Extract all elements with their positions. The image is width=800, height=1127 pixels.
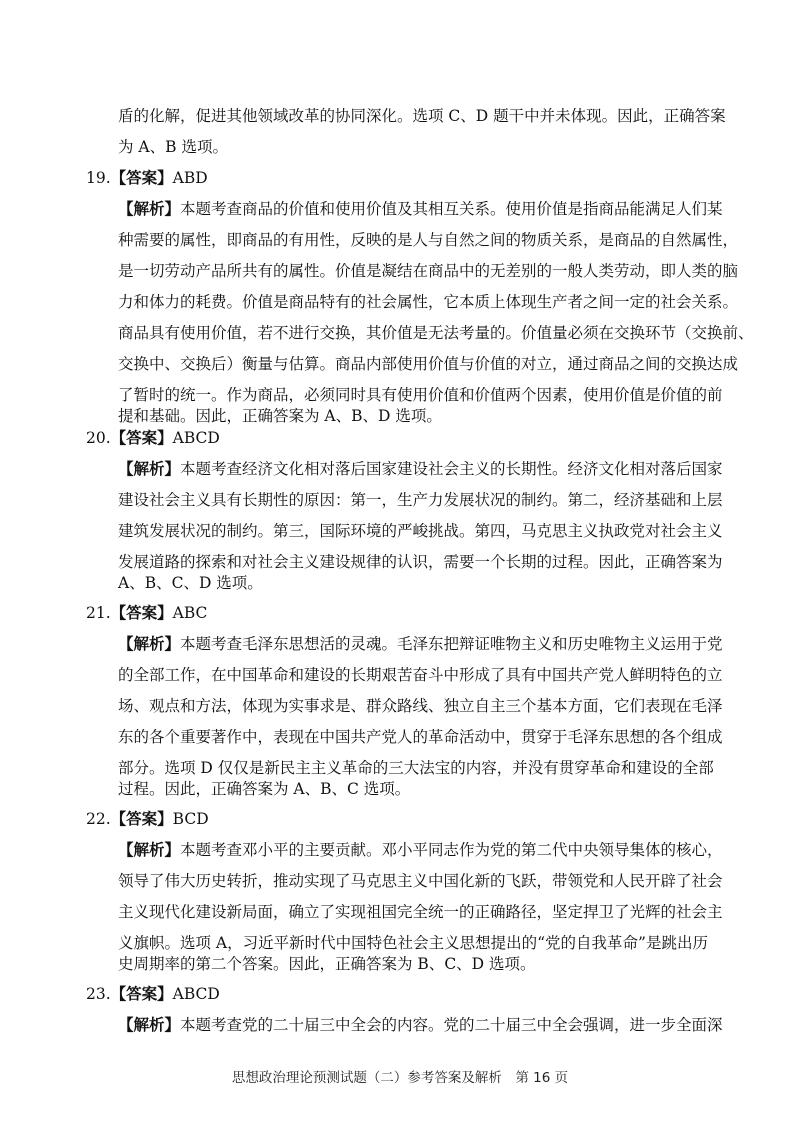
answer-value: ABCD bbox=[172, 429, 220, 447]
analysis-text: 本题考查经济文化相对落后国家建设社会主义的长期性。经济文化相对落后国家 bbox=[180, 460, 723, 478]
analysis-label: 【解析】 bbox=[118, 840, 181, 859]
analysis-line: 过程。因此，正确答案为 A、B、C 选项。 bbox=[118, 780, 411, 798]
question-19-analysis-line bbox=[118, 199, 723, 219]
analysis-line: 力和体力的耗费。价值是商品特有的社会属性，它本质上体现生产者之间一定的社会关系。 bbox=[118, 293, 739, 311]
analysis-line: 提和基础。因此，正确答案为 A、B、D 选项。 bbox=[118, 407, 442, 425]
answer-value: ABCD bbox=[172, 985, 220, 1003]
analysis-line: 义旗帜。选项 A，习近平新时代中国特色社会主义思想提出的“党的自我革命”是跳出历 bbox=[118, 934, 708, 952]
analysis-line: 发展道路的探索和对社会主义建设规律的认识，需要一个长期的过程。因此，正确答案为 bbox=[118, 553, 723, 571]
question-21-answer-row bbox=[86, 603, 207, 623]
analysis-text: 本题考查邓小平的主要贡献。邓小平同志作为党的第二代中央领导集体的核心， bbox=[180, 841, 723, 859]
analysis-line: 场、观点和方法，体现为实事求是、群众路线、独立自主三个基本方面，它们表现在毛泽 bbox=[118, 697, 723, 715]
answer-value: ABD bbox=[172, 169, 208, 187]
question-number: 23. bbox=[86, 985, 111, 1003]
analysis-label: 【解析】 bbox=[118, 634, 181, 653]
analysis-line: 商品具有使用价值，若不进行交换，其价值是无法考量的。价值量必须在交换环节（交换前、 bbox=[118, 324, 754, 342]
answer-label: 【答案】 bbox=[110, 984, 173, 1003]
analysis-label: 【解析】 bbox=[118, 459, 181, 478]
intro-line: 盾的化解，促进其他领域改革的协同深化。选项 C、D 题干中并未体现。因此，正确答案 bbox=[118, 107, 726, 125]
page-footer: 思想政治理论预测试题（二）参考答案及解析 第 16 页 bbox=[231, 1070, 569, 1086]
question-20-analysis-line bbox=[118, 459, 723, 479]
question-number: 19. bbox=[86, 169, 111, 187]
analysis-line: 种需要的属性，即商品的有用性，反映的是人与自然之间的物质关系，是商品的自然属性， bbox=[118, 231, 739, 249]
analysis-label: 【解析】 bbox=[118, 199, 181, 218]
answer-label: 【答案】 bbox=[110, 603, 173, 622]
answer-label: 【答案】 bbox=[110, 809, 173, 828]
intro-line: 为 A、B 选项。 bbox=[118, 138, 228, 156]
question-23-answer-row bbox=[86, 984, 220, 1004]
analysis-line: 是一切劳动产品所共有的属性。价值是凝结在商品中的无差别的一般人类劳动，即人类的脑 bbox=[118, 262, 739, 280]
analysis-text: 本题考查商品的价值和使用价值及其相互关系。使用价值是指商品能满足人们某 bbox=[180, 200, 723, 218]
question-number: 22. bbox=[86, 810, 111, 828]
analysis-line: 史周期率的第二个答案。因此，正确答案为 B、C、D 选项。 bbox=[118, 955, 536, 973]
answer-label: 【答案】 bbox=[110, 428, 173, 447]
analysis-text: 本题考查党的二十届三中全会的内容。党的二十届三中全会强调，进一步全面深 bbox=[180, 1016, 723, 1034]
question-22-answer-row bbox=[86, 809, 209, 829]
answer-value: BCD bbox=[172, 810, 209, 828]
question-number: 20. bbox=[86, 429, 111, 447]
analysis-line: 建设社会主义具有长期性的原因：第一，生产力发展状况的制约。第二，经济基础和上层 bbox=[118, 491, 723, 509]
analysis-line: 建筑发展状况的制约。第三，国际环境的严峻挑战。第四，马克思主义执政党对社会主义 bbox=[118, 522, 723, 540]
analysis-label: 【解析】 bbox=[118, 1015, 181, 1034]
question-22-analysis-line bbox=[118, 840, 723, 860]
analysis-line: 主义现代化建设新局面，确立了实现祖国完全统一的正确路径，坚定捍卫了光辉的社会主 bbox=[118, 903, 723, 921]
answer-value: ABC bbox=[172, 604, 208, 622]
answer-label: 【答案】 bbox=[110, 168, 173, 187]
question-23-analysis-line bbox=[118, 1015, 723, 1035]
analysis-line: A、B、C、D 选项。 bbox=[118, 574, 263, 592]
question-19-answer-row bbox=[86, 168, 208, 188]
analysis-line: 东的各个重要著作中，表现在中国共产党人的革命活动中，贯穿于毛泽东思想的各个组成 bbox=[118, 728, 723, 746]
analysis-line: 部分。选项 D 仅仅是新民主主义革命的三大法宝的内容，并没有贯穿革命和建设的全部 bbox=[118, 759, 714, 777]
analysis-text: 本题考查毛泽东思想活的灵魂。毛泽东把辩证唯物主义和历史唯物主义运用于党 bbox=[180, 635, 723, 653]
question-21-analysis-line bbox=[118, 634, 723, 654]
analysis-line: 交换中、交换后）衡量与估算。商品内部使用价值与价值的对立，通过商品之间的交换达成 bbox=[118, 355, 739, 373]
analysis-line: 领导了伟大历史转折，推动实现了马克思主义中国化新的飞跃，带领党和人民开辟了社会 bbox=[118, 872, 723, 890]
analysis-line: 了暂时的统一。作为商品，必须同时具有使用价值和价值两个因素，使用价值是价值的前 bbox=[118, 386, 723, 404]
question-20-answer-row bbox=[86, 428, 220, 448]
analysis-line: 的全部工作，在中国革命和建设的长期艰苦奋斗中形成了具有中国共产党人鲜明特色的立 bbox=[118, 666, 723, 684]
question-number: 21. bbox=[86, 604, 111, 622]
